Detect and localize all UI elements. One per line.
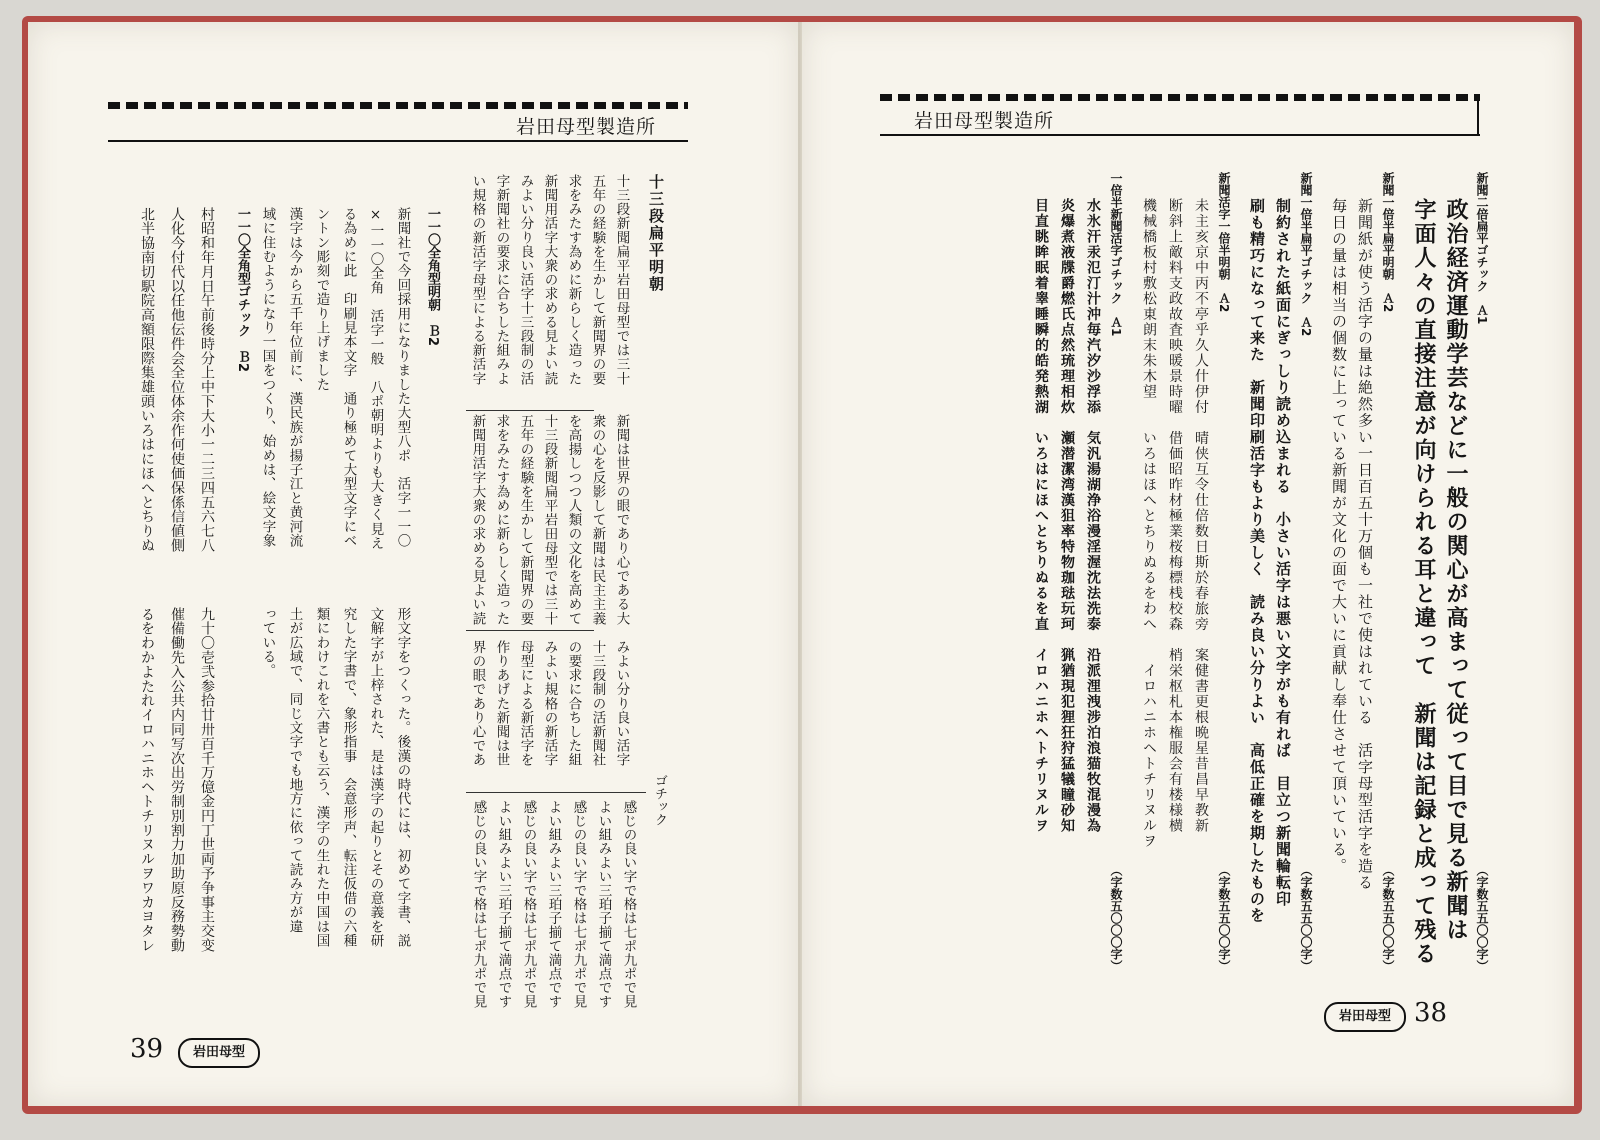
gothic-b2-column: 村昭和年月日午前後時分上中下大小一二三四五六七八: [199, 207, 215, 553]
header-dash-rule: [108, 102, 688, 109]
page-39: [28, 22, 798, 1106]
middle-text-column: 界の眼であり心であ: [469, 640, 486, 767]
specimen-char-count: （字数五五〇〇字）: [1299, 864, 1313, 972]
type-specimen-blocks: [882, 164, 1492, 1024]
gothic-text-column: よい組みよい三珀子揃て満点です: [545, 800, 562, 1009]
upper-text-column: 求をみたす為めに新らしく造った: [565, 174, 582, 386]
specimen-line: 水氷汗汞氾汀汁沖毎汽汐沙浮添 気汎湯湖浄浴漫淫渥沈法洗泰 沿派浬洩涉泊浪猫牧混漫為: [1085, 198, 1101, 834]
specimen-line: 字面人々の直接注意が向けられる耳と違って 新聞は記録と成って残る: [1411, 198, 1436, 966]
gothic-b2-column: 人化今付代以任他伝件会全位体余作何使価保係信値側: [169, 207, 185, 553]
gothic-text-column: 感じの良い字で格は七ポ九ポで見: [570, 800, 587, 1009]
page-38: [802, 22, 1574, 1106]
upper-text-column: 字新聞社の要求に合ちした組みよ: [493, 174, 510, 386]
upper-text-column: を高揚しつつ人類の文化を高めて: [565, 414, 582, 626]
gothic-b2-column: 催備働先入公共内同写次出労制別割力加助原反務勢動: [169, 607, 185, 953]
gothic-text-column: 感じの良い字で格は七ポ九ポで見: [620, 800, 637, 1009]
specimen-line: 目直眺眸眠着睾睡瞬的皓発熱湖 いろはにほへとちりぬるを直 イロハニホヘトチリヌルヲ: [1033, 198, 1049, 834]
header-company-name: 岩田母型製造所: [914, 110, 1055, 132]
lower-text-column: 土が広域で、同じ文字でも地方に依って読み方が違: [286, 607, 303, 934]
specimen-spec-label: 新聞二倍扁平ゴチック Ａ1: [1475, 172, 1489, 325]
specimen-spec-label: 一倍半新聞活字ゴチック Ａ1: [1109, 172, 1123, 337]
specimen-line: 制約された紙面にぎっしり読め込まれる 小さい活字は悪い文字がも有れば 目立つ新聞輪転印: [1274, 198, 1292, 908]
upper-text-column: 十三段新聞扁平岩田母型では三十: [541, 414, 558, 626]
gothic-b2-column: るをわかよたれイロハニホヘトチリヌルヲワカヨタレ: [139, 607, 155, 953]
lower-text-column: 形文字をつくった。後漢の時代には、初めて字書、説: [394, 607, 411, 948]
middle-text-column: の要求に合ちした組: [565, 640, 582, 767]
specimen-char-count: （字数五五〇〇字）: [1217, 864, 1231, 972]
block-divider: [466, 792, 646, 793]
specimen-line: 断斜上敵料支政故査映暖景時曜 借価昭昨材極業桜梅標桟校森 梢栄枢札本権服会有楼様横: [1167, 198, 1183, 834]
lower-text-column: ントン彫刻で造り上げました: [313, 207, 330, 392]
lower-text-column: 漢字は今から五千年位前に、漢民族が揚子江と黄河流: [286, 207, 303, 548]
header-rule: [880, 134, 1480, 136]
upper-text-column: い規格の新活字母型による新活字: [469, 174, 486, 386]
gothic-text-column: よい組みよい三珀子揃て満点です: [595, 800, 612, 1009]
upper-text-block: [466, 174, 638, 767]
specimen-spec-label: 新聞一倍半扁平ゴチック Ａ2: [1299, 172, 1313, 337]
block-divider: [466, 630, 594, 631]
specimen-line: 新聞紙が使う活字の量は絶然多い一日百五十万個も一社で使はれている 活字母型活字を造る: [1356, 198, 1374, 891]
lower-heading: 一一〇全角型明朝 Ｂ2: [425, 207, 440, 347]
middle-text-column: 十三段制の活新聞社: [589, 640, 606, 767]
header-company-name: 岩田母型製造所: [516, 116, 657, 138]
middle-text-column: 作りあげた新聞は世: [493, 640, 510, 767]
lower-text-column: る為めに此 印刷見本文字 通り極めて大型文字にベ: [340, 207, 357, 548]
lower-text-column: 域に住むようになり一国をつくり、始めは、絵文字象: [259, 207, 276, 548]
middle-text-column: みよい規格の新活字: [541, 640, 558, 767]
book-spread: [22, 16, 1582, 1114]
upper-text-column: 求をみたす為めに新らしく造った: [493, 414, 510, 626]
specimen-line: 未主亥京中丙不亭乎久人什伊付 晴侠互令仕倍数日斯於春旅旁 案健書更根晩星昔昌早教新: [1193, 198, 1209, 834]
header-dash-rule: [880, 94, 1480, 101]
specimen-spec-label: 新聞一倍半扁平明朝 Ａ2: [1381, 172, 1395, 313]
lower-text-block: [258, 207, 422, 987]
upper-text-column: 衆の心を反影して新聞は民主主義: [589, 414, 606, 626]
middle-text-column: みよい分り良い活字: [613, 640, 630, 767]
specimen-line: 刷も精巧になって来た 新聞印刷活字もより美しく 読み良い分りよい 高低正確を期したものを: [1248, 198, 1266, 924]
page-number: 38: [1414, 998, 1448, 1028]
specimen-line: 毎日の量は相当の個数に上っている新聞が文化の面で大いに貢献し奉仕させて頂いている。: [1330, 198, 1348, 875]
iwata-logo: 岩田母型: [1324, 1002, 1406, 1032]
upper-text-column: 五年の経験を生かして新聞界の要: [589, 174, 606, 386]
page-number: 39: [130, 1034, 164, 1064]
upper-text-column: みよい分り良い活字十三段制の活: [517, 174, 534, 386]
gothic-text-column: 感じの良い字で格は七ポ九ポで見: [470, 800, 487, 1009]
upper-text-column: 五年の経験を生かして新聞界の要: [517, 414, 534, 626]
lower-text-column: 類にわけこれを六書とも云う、漢字の生れた中国は国: [313, 607, 330, 948]
gothic-b2-column: 北半協南切駅院高額限際集雄頭いろはにほへとちりぬ: [139, 207, 155, 553]
header-corner-rule: [1477, 94, 1479, 136]
upper-text-column: 新聞用活字大衆の求める見よい読: [541, 174, 558, 386]
gothic-b2-heading: 一一〇全角型ゴチック Ｂ2: [235, 207, 250, 373]
specimen-line: 炎爆煮液牒爵燃氏点然琉理相炊 瀬潜潔湾漢狙率特物珈琺玩珂 猟猶現犯狸狂狩猛犠瞳砂知: [1059, 198, 1075, 834]
lower-text-column: ×一一〇全角 活字一般 八ポ朝明よりも大きく見え: [367, 207, 384, 551]
upper-text-column: 新聞用活字大衆の求める見よい読: [469, 414, 486, 626]
gothic-label: ゴチック: [652, 774, 667, 826]
lower-text-column: 新聞社で今回採用になりました大型八ポ 活字一一〇: [394, 207, 411, 548]
gothic-text-column: 感じの良い字で格は七ポ九ポで見: [520, 800, 537, 1009]
lower-text-column: 文解字が上梓された、是は漢字の起りとその意義を研: [367, 607, 384, 948]
specimen-char-count: （字数五五〇〇字）: [1475, 864, 1489, 972]
gothic-b2-block: [138, 207, 230, 987]
section-title: 十三段扁平明朝: [647, 174, 665, 293]
iwata-logo: 岩田母型: [178, 1038, 260, 1068]
middle-text-column: 母型による新活字を: [517, 640, 534, 767]
gothic-text-column: よい組みよい三珀子揃て満点です: [495, 800, 512, 1009]
specimen-line: 政治経済運動学芸などに一般の関心が高まって従って目で見る新聞は: [1443, 198, 1468, 942]
specimen-line: 機械橋板村敷松東朗末朱木望 いろはほへとちりぬるをわへ イロハニホヘトチリヌルヲ: [1141, 198, 1157, 849]
block-divider: [466, 410, 594, 411]
lower-text-column: っている。: [259, 607, 276, 678]
specimen-char-count: （字数五五〇〇字）: [1381, 864, 1395, 972]
specimen-char-count: （字数五〇〇〇字）: [1109, 864, 1123, 972]
header-rule: [108, 140, 688, 142]
upper-text-column: 十三段新聞扁平岩田母型では三十: [613, 174, 630, 386]
specimen-spec-label: 新聞活字一倍半明朝 Ａ2: [1217, 172, 1231, 313]
lower-text-column: 究した字書で、象形指事 会意形声、転注仮借の六種: [340, 607, 357, 948]
gothic-text-block: [466, 800, 646, 1009]
gothic-b2-column: 九十〇壱弐参拾廿卅百千万億金円丁世両予争事主交变: [199, 607, 215, 953]
upper-text-column: 新聞は世界の眼であり心である大: [613, 414, 630, 626]
